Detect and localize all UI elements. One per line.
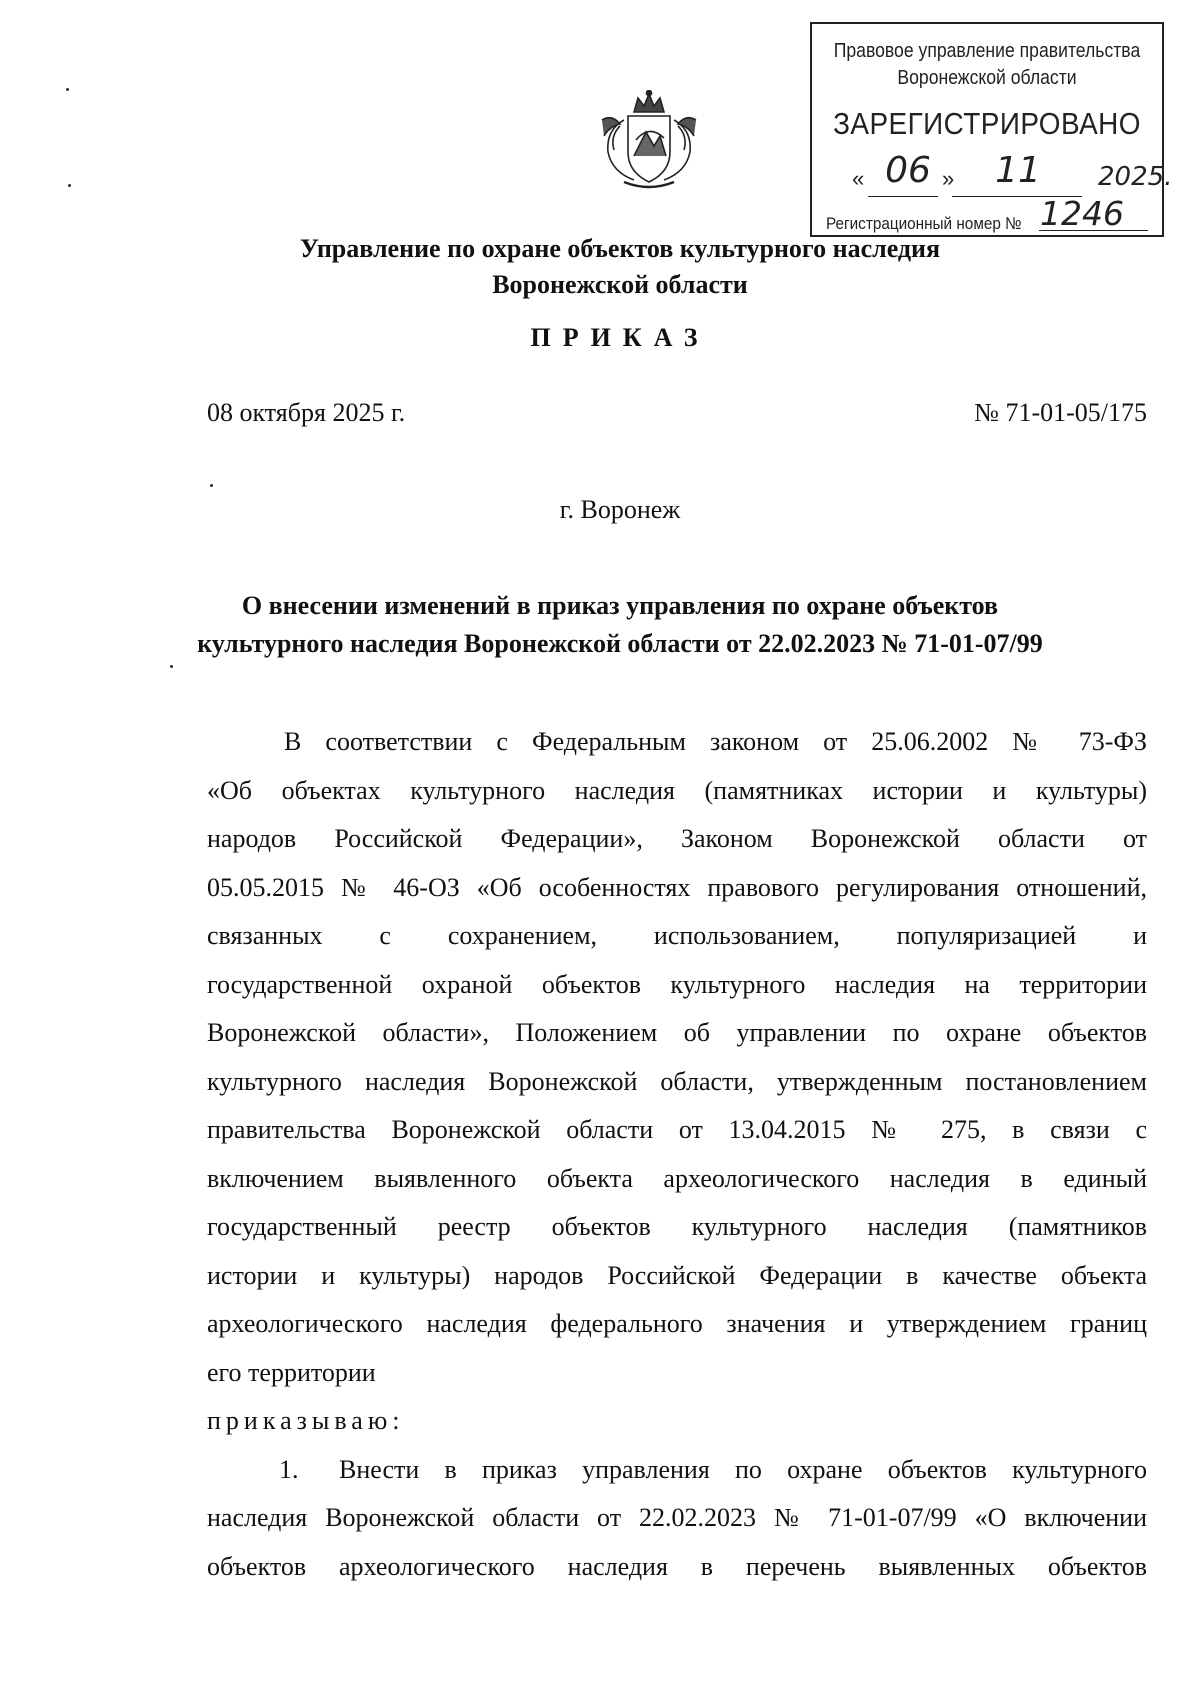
item-text-first: Внести в приказ управления по охране объектов культурного [339, 1454, 1147, 1484]
stamp-day-underline [868, 196, 938, 197]
document-date: 08 октября 2025 г. [207, 398, 406, 427]
body-line: В соответствии с Федеральным законом от 25.06.2002 № 73-ФЗ [284, 727, 1147, 756]
item-line: наследия Воронежской области от 22.02.2023 № 71-01-07/99 «О включении [207, 1503, 1147, 1532]
document-number: № 71-01-05/175 [974, 398, 1147, 427]
scan-speck [68, 184, 71, 187]
item-line: объектов археологического наследия в перечень выявленных объектов [207, 1551, 1147, 1581]
scan-speck [66, 88, 69, 91]
body-line: включением выявленного объекта археологического наследия в единый [207, 1163, 1147, 1193]
body-line: «Об объектах культурного наследия (памятниках истории и культуры) [207, 775, 1147, 805]
body-line: 05.05.2015 № 46-ОЗ «Об особенностях правового регулирования отношений, [207, 872, 1147, 902]
body-line: государственной охраной объектов культурного наследия на территории [207, 969, 1147, 999]
body-line: народов Российской Федерации», Законом Воронежской области от [207, 824, 1147, 853]
body-line: истории и культуры) народов Российской Федерации в качестве объекта [207, 1260, 1147, 1290]
body-line: связанных с сохранением, использованием, популяризацией и [207, 921, 1147, 950]
stamp-reg-label: Регистрационный номер № [826, 214, 1022, 233]
order-word: приказываю: [207, 1406, 405, 1435]
document-city: г. Воронеж [559, 495, 681, 524]
stamp-organization [833, 38, 1141, 92]
stamp-org-line2: Воронежской области [897, 67, 1077, 89]
document-body [207, 718, 1147, 1591]
scan-speck [210, 484, 213, 487]
stamp-quote-close: » [942, 166, 955, 191]
stamp-day: 06 [885, 150, 931, 191]
body-line: правительства Воронежской области от 13.04.2015 № 275, в связи с [207, 1115, 1147, 1144]
item-number: 1. [279, 1454, 299, 1484]
body-line: его территории [207, 1357, 376, 1387]
stamp-reg-underline [1039, 230, 1148, 231]
body-line: Воронежской области», Положением об управлении по охране объектов [207, 1018, 1147, 1047]
item-line [207, 1446, 1147, 1495]
coat-of-arms-emblem [594, 90, 704, 192]
org-name-line1: Управление по охране объектов культурного наследия [299, 234, 941, 263]
document-type-title: ПРИКАЗ [530, 323, 710, 352]
body-line: государственный реестр объектов культурного наследия (памятников [207, 1212, 1147, 1241]
subject-line2: культурного наследия Воронежской области от 22.02.2023 № 71-01-07/99 [197, 629, 1043, 658]
body-line: археологического наследия федерального значения и утверждением границ [207, 1309, 1147, 1338]
document-subject [180, 587, 1060, 663]
stamp-year: 2025. [1098, 162, 1173, 192]
stamp-quote-open: « [852, 166, 865, 191]
org-name-line2: Воронежской области [492, 270, 748, 299]
stamp-month: 11 [995, 150, 1041, 191]
stamp-registered-word: ЗАРЕГИСТРИРОВАНО [833, 106, 1141, 141]
stamp-reg-number: 1246 [1040, 194, 1124, 233]
stamp-org-line1: Правовое управление правительства [833, 40, 1141, 62]
scan-speck [170, 665, 173, 668]
body-line: культурного наследия Воронежской области, утвержденным постановлением [207, 1066, 1147, 1096]
subject-line1: О внесении изменений в приказ управления по охране объектов [241, 591, 999, 620]
registration-stamp [810, 22, 1173, 237]
